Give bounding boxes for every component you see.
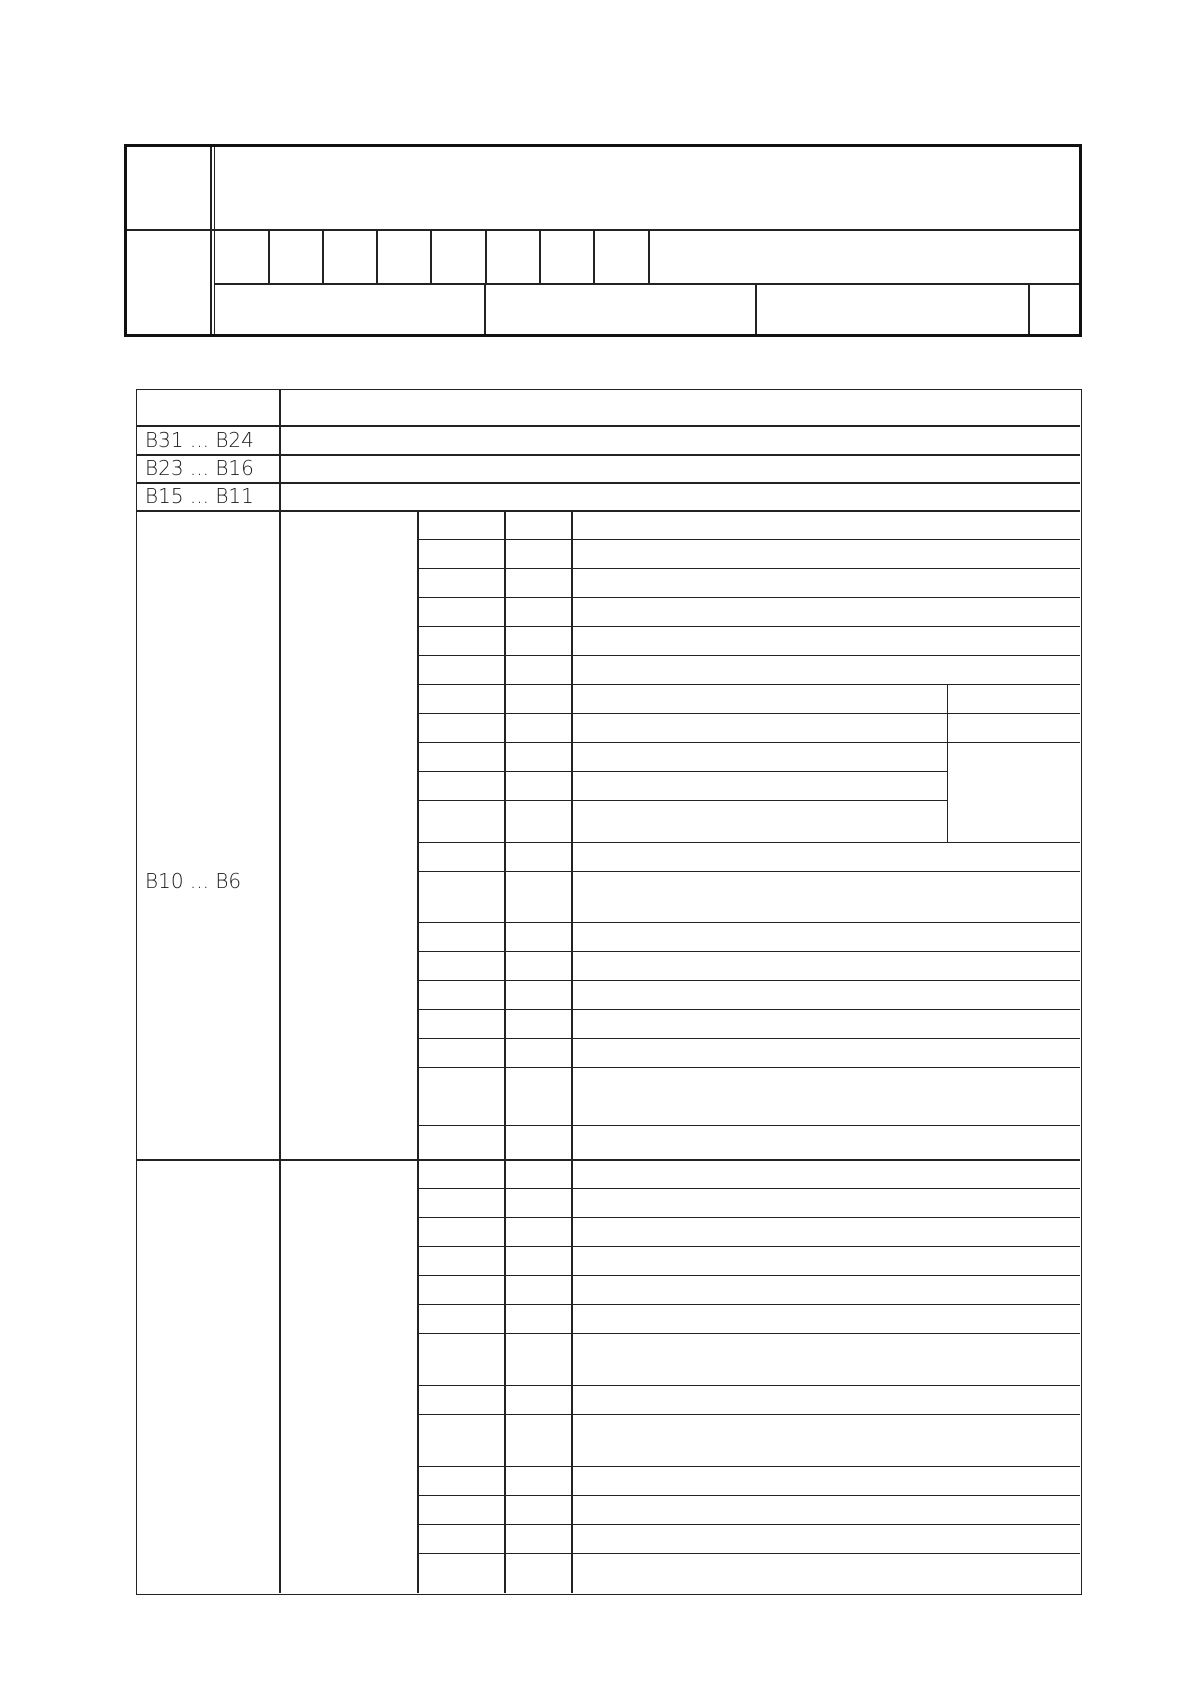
table-col-divider [279, 390, 281, 1593]
table-row-line [417, 1414, 1080, 1415]
table-row-line [137, 510, 1080, 512]
header-row-divider [127, 229, 1079, 231]
table-row-line [947, 742, 1080, 743]
table-row-line [417, 684, 1080, 685]
table-row-line [417, 1304, 1080, 1305]
header-cell-divider [430, 229, 432, 283]
bits-label: B23 ... B16 [145, 456, 254, 480]
table-col-divider [417, 510, 419, 1593]
table-row-line [137, 425, 1080, 427]
table-row-line [417, 1333, 1080, 1334]
bits-label: B31 ... B24 [145, 428, 254, 452]
bits-label: B15 ... B11 [145, 484, 254, 508]
header-subrow-divider [214, 283, 1079, 285]
table-row-line [417, 1524, 1080, 1525]
table-row-line [417, 922, 1080, 923]
header-cell-divider [593, 229, 595, 283]
table-row-line [417, 1067, 1080, 1068]
table-col-divider [504, 510, 506, 1593]
table-row-line [417, 800, 947, 801]
header-cell-divider [485, 229, 487, 283]
table-row-line [417, 1466, 1080, 1467]
table-row-line [417, 842, 1080, 843]
table-row-line [417, 539, 1080, 540]
header-cell-divider [648, 229, 650, 283]
table-row-line [417, 568, 1080, 569]
table-row-line [417, 1246, 1080, 1247]
table-row-line [137, 454, 1080, 456]
table-row-line [417, 1495, 1080, 1496]
header-cell-divider [539, 229, 541, 283]
table-row-line [417, 771, 947, 772]
table-row-line [417, 626, 1080, 627]
header-cell-divider [484, 283, 486, 334]
table-row-line [417, 871, 1080, 872]
bits-label: B10 ... B6 [145, 869, 242, 893]
table-row-line [417, 1125, 1080, 1126]
table-row-line [417, 1385, 1080, 1386]
table-row-line [137, 1159, 1080, 1161]
table-row-line [417, 1217, 1080, 1218]
table-row-line [417, 1009, 1080, 1010]
table-col-divider [947, 684, 948, 842]
header-cell-divider [755, 283, 757, 334]
table-row-line [417, 713, 1080, 714]
table-row-line [417, 1038, 1080, 1039]
header-divider-left [210, 147, 212, 334]
table-row-line [417, 1188, 1080, 1189]
header-cell-divider [268, 229, 270, 283]
table-row-line [417, 1553, 1080, 1554]
header-cell-divider [1028, 283, 1030, 334]
header-cell-divider [376, 229, 378, 283]
table-row-line [137, 482, 1080, 484]
header-cell-divider [322, 229, 324, 283]
document-header-form [124, 144, 1082, 337]
table-row-line [417, 655, 1080, 656]
table-row-line [417, 980, 1080, 981]
table-row-line [417, 951, 1080, 952]
table-row-line [417, 597, 1080, 598]
register-bit-table [136, 389, 1082, 1595]
table-col-divider [571, 510, 573, 1593]
table-row-line [417, 1275, 1080, 1276]
header-divider-left-inner [214, 147, 215, 334]
